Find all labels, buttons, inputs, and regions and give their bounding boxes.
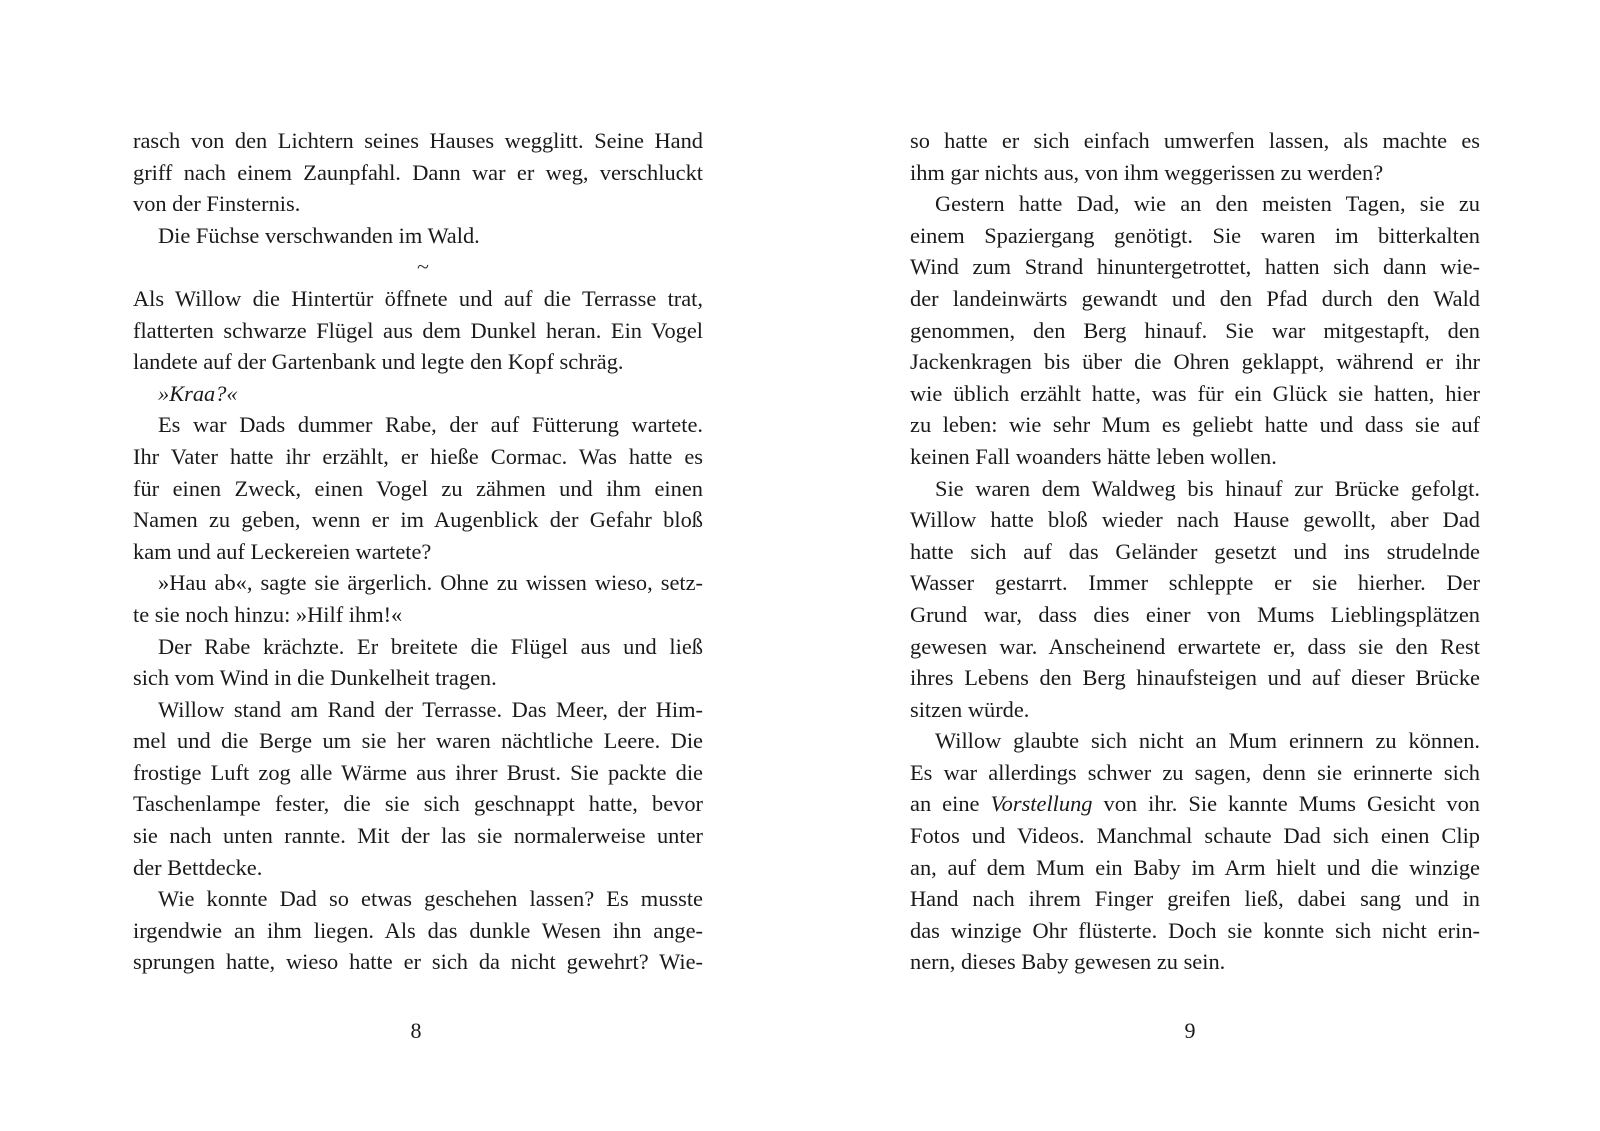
text-line: zu leben: wie sehr Mum es geliebt hatte und dass sie auf	[910, 412, 1480, 438]
text-line	[910, 788, 1480, 820]
text-line: Wie konnte Dad so etwas geschehen lassen? Es musste	[158, 886, 703, 912]
text-line: Jackenkragen bis über die Ohren geklappt, während er ihr	[910, 349, 1480, 375]
text-line: wie üblich erzählt hatte, was für ein Glück sie hatten, hier	[910, 380, 1480, 406]
text-line: keinen Fall woanders hätte leben wollen.	[910, 443, 1277, 469]
text-line: »Kraa?«	[158, 380, 238, 406]
text-line: Die Füchse verschwanden im Wald.	[158, 222, 480, 248]
text-line: sich vom Wind in die Dunkelheit tragen.	[133, 665, 497, 691]
text-line: te sie noch hinzu: »Hilf ihm!«	[133, 601, 403, 627]
text-line: mel und die Berge um sie her waren nächtliche Leere. Die	[133, 728, 703, 754]
text-line: sie nach unten rannte. Mit der las sie normalerweise unter	[133, 823, 703, 849]
text-fragment-italic: Vorstellung	[990, 791, 1093, 817]
text-line: Wasser gestarrt. Immer schleppte er sie hierher. Der	[910, 570, 1480, 596]
text-line: so hatte er sich einfach umwerfen lassen, als machte es	[910, 128, 1480, 153]
text-line: kam und auf Leckereien wartete?	[133, 538, 432, 564]
text-line: Grund war, dass dies einer von Mums Lieblingsplätzen	[910, 601, 1480, 627]
text-line: Wind zum Strand hinuntergetrottet, hatten sich dann wie-	[910, 254, 1480, 280]
text-line: genommen, den Berg hinauf. Sie war mitgestapft, den	[910, 317, 1480, 343]
text-line: Willow stand am Rand der Terrasse. Das Meer, der Him-	[158, 696, 703, 722]
text-line: Es war allerdings schwer zu sagen, denn sie erinnerte sich	[910, 759, 1480, 785]
text-fragment: von ihr. Sie kannte Mums Gesicht von	[1092, 791, 1480, 817]
text-line: flatterten schwarze Flügel aus dem Dunkel heran. Ein Vogel	[133, 317, 703, 343]
text-line: rasch von den Lichtern seines Hauses wegglitt. Seine Hand	[133, 128, 703, 153]
text-line: nern, dieses Baby gewesen zu sein.	[910, 949, 1226, 975]
text-line: hatte sich auf das Geländer gesetzt und ins strudelnde	[910, 538, 1480, 564]
page-number: 9	[1184, 1018, 1196, 1043]
right-page	[800, 0, 1600, 1131]
text-line: griff nach einem Zaunpfahl. Dann war er weg, verschluckt	[133, 159, 703, 185]
text-line: Willow glaubte sich nicht an Mum erinnern zu können.	[935, 728, 1480, 754]
text-line: an, auf dem Mum ein Baby im Arm hielt und die winzige	[910, 854, 1480, 880]
text-line: Willow hatte bloß wieder nach Hause gewollt, aber Dad	[910, 507, 1480, 533]
text-line: der landeinwärts gewandt und den Pfad durch den Wald	[910, 285, 1480, 311]
text-line: »Hau ab«, sagte sie ärgerlich. Ohne zu wissen wieso, setz-	[158, 570, 703, 596]
text-line: Es war Dads dummer Rabe, der auf Fütterung wartete.	[158, 412, 703, 438]
text-line: landete auf der Gartenbank und legte den Kopf schräg.	[133, 349, 624, 375]
text-line: Hand nach ihrem Finger greifen ließ, dabei sang und in	[910, 886, 1480, 912]
text-line: ihres Lebens den Berg hinaufsteigen und auf dieser Brücke	[910, 665, 1480, 691]
text-line: Ihr Vater hatte ihr erzählt, er hieße Cormac. Was hatte es	[133, 443, 703, 469]
left-page-text	[133, 125, 703, 978]
text-line: Sie waren dem Waldweg bis hinauf zur Brücke gefolgt.	[935, 475, 1480, 501]
text-line: Taschenlampe fester, die sie sich geschnappt hatte, bevor	[133, 791, 703, 817]
text-line: ihm gar nichts aus, von ihm weggerissen zu werden?	[910, 159, 1384, 185]
text-line: Als Willow die Hintertür öffnete und auf die Terrasse trat,	[133, 285, 703, 311]
text-line: gewesen war. Anscheinend erwartete er, dass sie den Rest	[910, 633, 1480, 659]
text-line: Namen zu geben, wenn er im Augenblick der Gefahr bloß	[133, 507, 703, 533]
text-line: Gestern hatte Dad, wie an den meisten Tagen, sie zu	[935, 191, 1480, 217]
text-line: sprungen hatte, wieso hatte er sich da nicht gewehrt? Wie-	[133, 949, 703, 975]
page-number: 8	[410, 1018, 422, 1043]
text-line: Fotos und Videos. Manchmal schaute Dad sich einen Clip	[910, 823, 1480, 849]
text-line: das winzige Ohr flüsterte. Doch sie konnte sich nicht erin-	[910, 917, 1480, 943]
text-line: frostige Luft zog alle Wärme aus ihrer Brust. Sie packte die	[133, 759, 703, 785]
text-line: sitzen würde.	[910, 696, 1030, 722]
text-line: von der Finsternis.	[133, 191, 301, 217]
text-line: der Bettdecke.	[133, 854, 263, 880]
text-line: Der Rabe krächzte. Er breitete die Flügel aus und ließ	[158, 633, 703, 659]
right-page-text	[910, 125, 1480, 978]
text-fragment: an eine	[910, 791, 991, 817]
text-line: einem Spaziergang genötigt. Sie waren im bitterkalten	[910, 222, 1480, 248]
section-ornament: ~	[417, 254, 429, 280]
text-line: für einen Zweck, einen Vogel zu zähmen und ihm einen	[133, 475, 703, 501]
text-line: irgendwie an ihm liegen. Als das dunkle Wesen ihn ange-	[133, 917, 703, 943]
